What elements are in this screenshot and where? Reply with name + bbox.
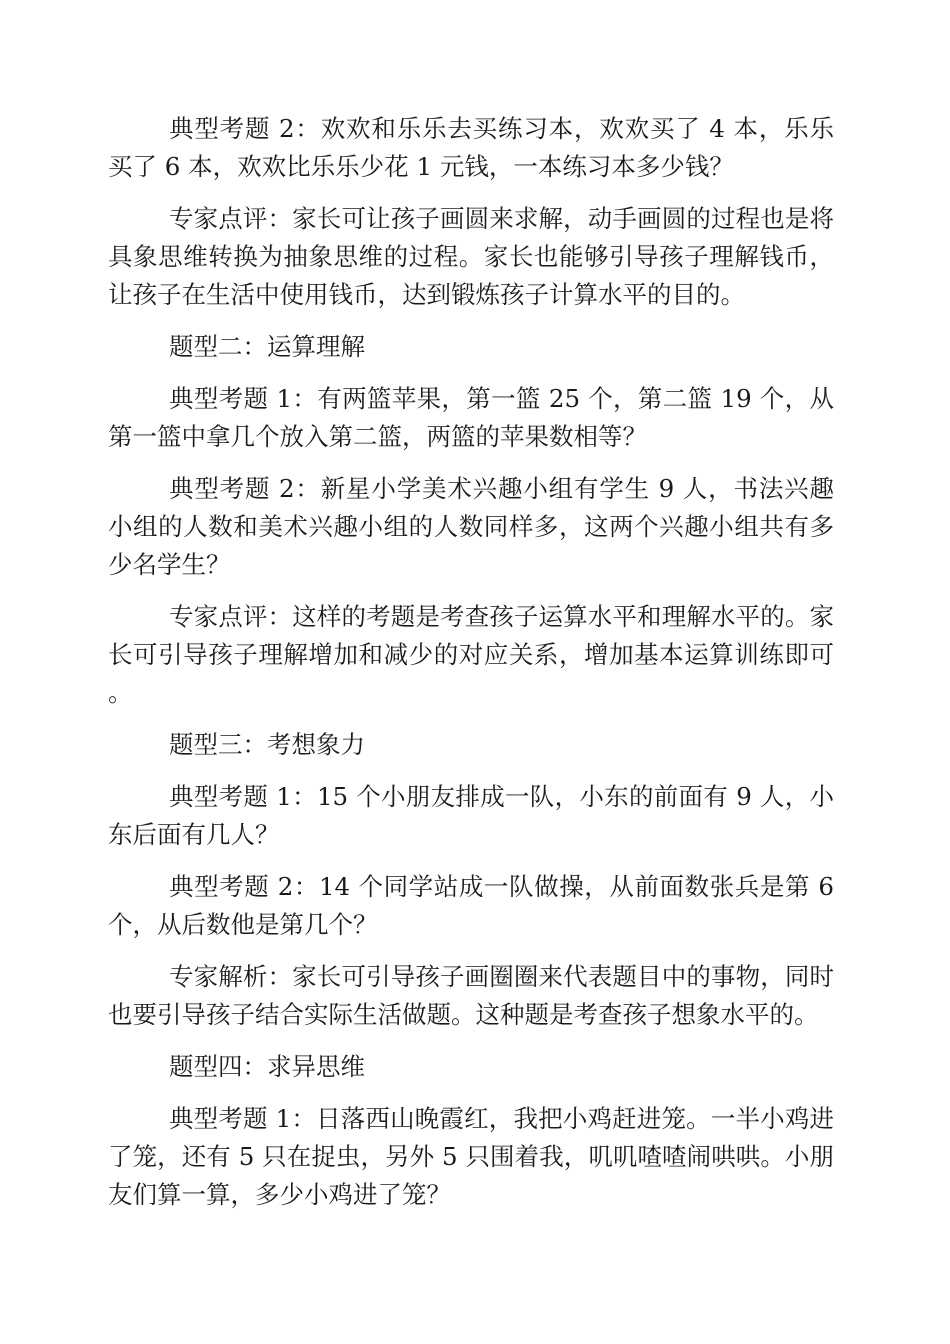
paragraph-exam-question-1-queue: 典型考题 1：15 个小朋友排成一队，小东的前面有 9 人，小东后面有几人？	[108, 782, 834, 849]
paragraph-exam-question-2-interest-groups: 典型考题 2：新星小学美术兴趣小组有学生 9 人，书法兴趣小组的人数和美术兴趣小组的人数同样多，这两个兴趣小组共有多少名学生？	[108, 474, 834, 579]
section-heading-type-2: 题型二：运算理解	[169, 332, 365, 361]
paragraph-exam-question-2-notebooks: 典型考题 2：欢欢和乐乐去买练习本，欢欢买了 4 本，乐乐买了 6 本，欢欢比乐乐少花 1 元钱，一本练习本多少钱？	[108, 114, 834, 181]
paragraph-expert-analysis: 专家解析：家长可引导孩子画圈圈来代表题目中的事物，同时也要引导孩子结合实际生活做题。这种题是考查孩子想象水平的。	[108, 962, 834, 1029]
paragraph-exam-question-1-apples: 典型考题 1：有两篮苹果，第一篮 25 个，第二篮 19 个，从第一篮中拿几个放入第二篮，两篮的苹果数相等？	[108, 384, 834, 451]
paragraph-expert-comment-2: 专家点评：这样的考题是考查孩子运算水平和理解水平的。家长可引导孩子理解增加和减少的对应关系，增加基本运算训练即可。	[108, 602, 834, 707]
paragraph-exam-question-2-exercise: 典型考题 2：14 个同学站成一队做操，从前面数张兵是第 6 个，从后数他是第几个？	[108, 872, 834, 939]
section-heading-type-3: 题型三：考想象力	[169, 730, 365, 759]
paragraph-exam-question-1-chicks: 典型考题 1：日落西山晚霞红，我把小鸡赶进笼。一半小鸡进了笼，还有 5 只在捉虫，另外 5 只围着我，叽叽喳喳闹哄哄。小朋友们算一算，多少小鸡进了笼？	[108, 1104, 834, 1209]
document-body	[108, 110, 834, 1228]
paragraph-expert-comment-1: 专家点评：家长可让孩子画圆来求解，动手画圆的过程也是将具象思维转换为抽象思维的过程。家长也能够引导孩子理解钱币，让孩子在生活中使用钱币，达到锻炼孩子计算水平的目的。	[108, 204, 834, 309]
section-heading-type-4: 题型四：求异思维	[169, 1052, 365, 1081]
